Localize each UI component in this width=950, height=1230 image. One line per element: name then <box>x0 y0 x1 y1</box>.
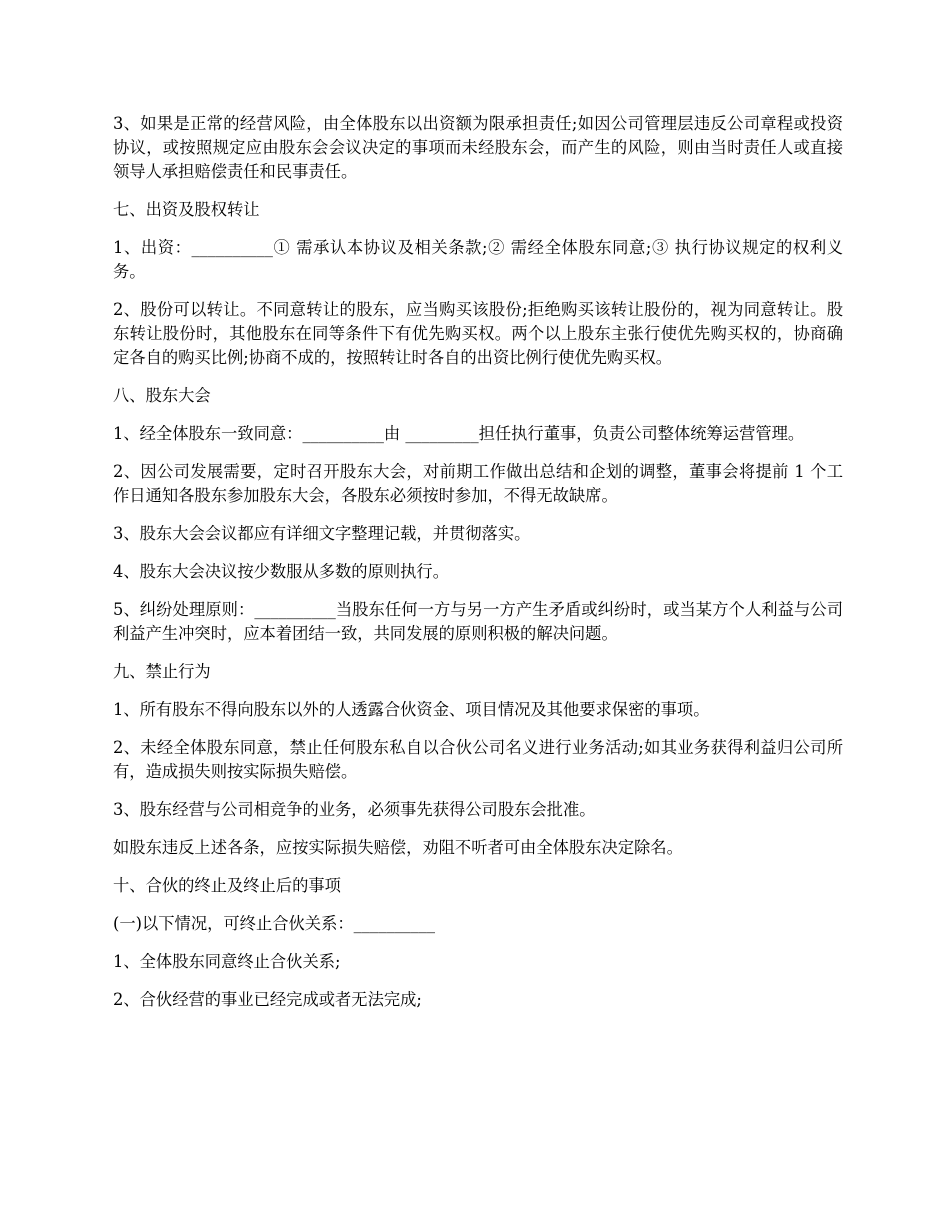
list-item-termination-2: 2、合伙经营的事业已经完成或者无法完成; <box>113 990 422 1009</box>
paragraph-violation-consequence: 如股东违反上述各条，应按实际损失赔偿，劝阻不听者可由全体股东决定除名。 <box>113 838 683 857</box>
paragraph-competing-business: 3、股东经营与公司相竞争的业务，必须事先获得公司股东会批准。 <box>113 800 596 819</box>
paragraph-risk-liability: 3、如果是正常的经营风险，由全体股东以出资额为限承担责任;如因公司管理层违反公司章程或投资协议，或按照规定应由股东会会议决定的事项而未经股东会，而产生的风险，则由当时责任人或直接领导人承担赔偿责任和民事责任。 <box>113 114 843 181</box>
paragraph-meeting-schedule: 2、因公司发展需要，定时召开股东大会，对前期工作做出总结和企划的调整，董事会将提前 1 个工作日通知各股东参加股东大会，各股东必须按时参加，不得无故缺席。 <box>113 462 843 505</box>
paragraph-dispute-resolution: 5、纠纷处理原则：__________当股东任何一方与另一方产生矛盾或纠纷时，或当某方个人利益与公司利益产生冲突时，应本着团结一致，共同发展的原则积极的解决问题。 <box>113 600 843 643</box>
paragraph-termination-conditions: (一)以下情况，可终止合伙关系：__________ <box>113 914 436 933</box>
paragraph-meeting-records: 3、股东大会会议都应有详细文字整理记载，并贯彻落实。 <box>113 524 531 543</box>
paragraph-confidentiality: 1、所有股东不得向股东以外的人透露合伙资金、项目情况及其他要求保密的事项。 <box>113 700 710 719</box>
section-heading-shareholders-meeting: 八、股东大会 <box>113 386 211 405</box>
document-body <box>113 112 843 1026</box>
paragraph-unauthorized-business: 2、未经全体股东同意，禁止任何股东私自以合伙公司名义进行业务活动;如其业务获得利益归公司所有，造成损失则按实际损失赔偿。 <box>113 738 843 781</box>
section-heading-capital-transfer: 七、出资及股权转让 <box>113 200 260 219</box>
list-item-termination-1: 1、全体股东同意终止合伙关系; <box>113 952 341 971</box>
paragraph-share-transfer: 2、股份可以转让。不同意转让的股东，应当购买该股份;拒绝购买该转让股份的，视为同意转让。股东转让股份时，其他股东在同等条件下有优先购买权。两个以上股东主张行使优先购买权的，协商确定各自的购买比例;协商不成的，按照转让时各自的出资比例行使优先购买权。 <box>113 300 843 367</box>
section-heading-prohibited-acts: 九、禁止行为 <box>113 662 211 681</box>
paragraph-majority-rule: 4、股东大会决议按少数服从多数的原则执行。 <box>113 562 449 581</box>
paragraph-capital-contribution: 1、出资：__________① 需承认本协议及相关条款;② 需经全体股东同意;③ 执行协议规定的权利义务。 <box>113 238 843 281</box>
section-heading-termination: 十、合伙的终止及终止后的事项 <box>113 876 341 895</box>
paragraph-executive-director: 1、经全体股东一致同意：__________由 _________担任执行董事，负责公司整体统筹运营管理。 <box>113 424 805 443</box>
